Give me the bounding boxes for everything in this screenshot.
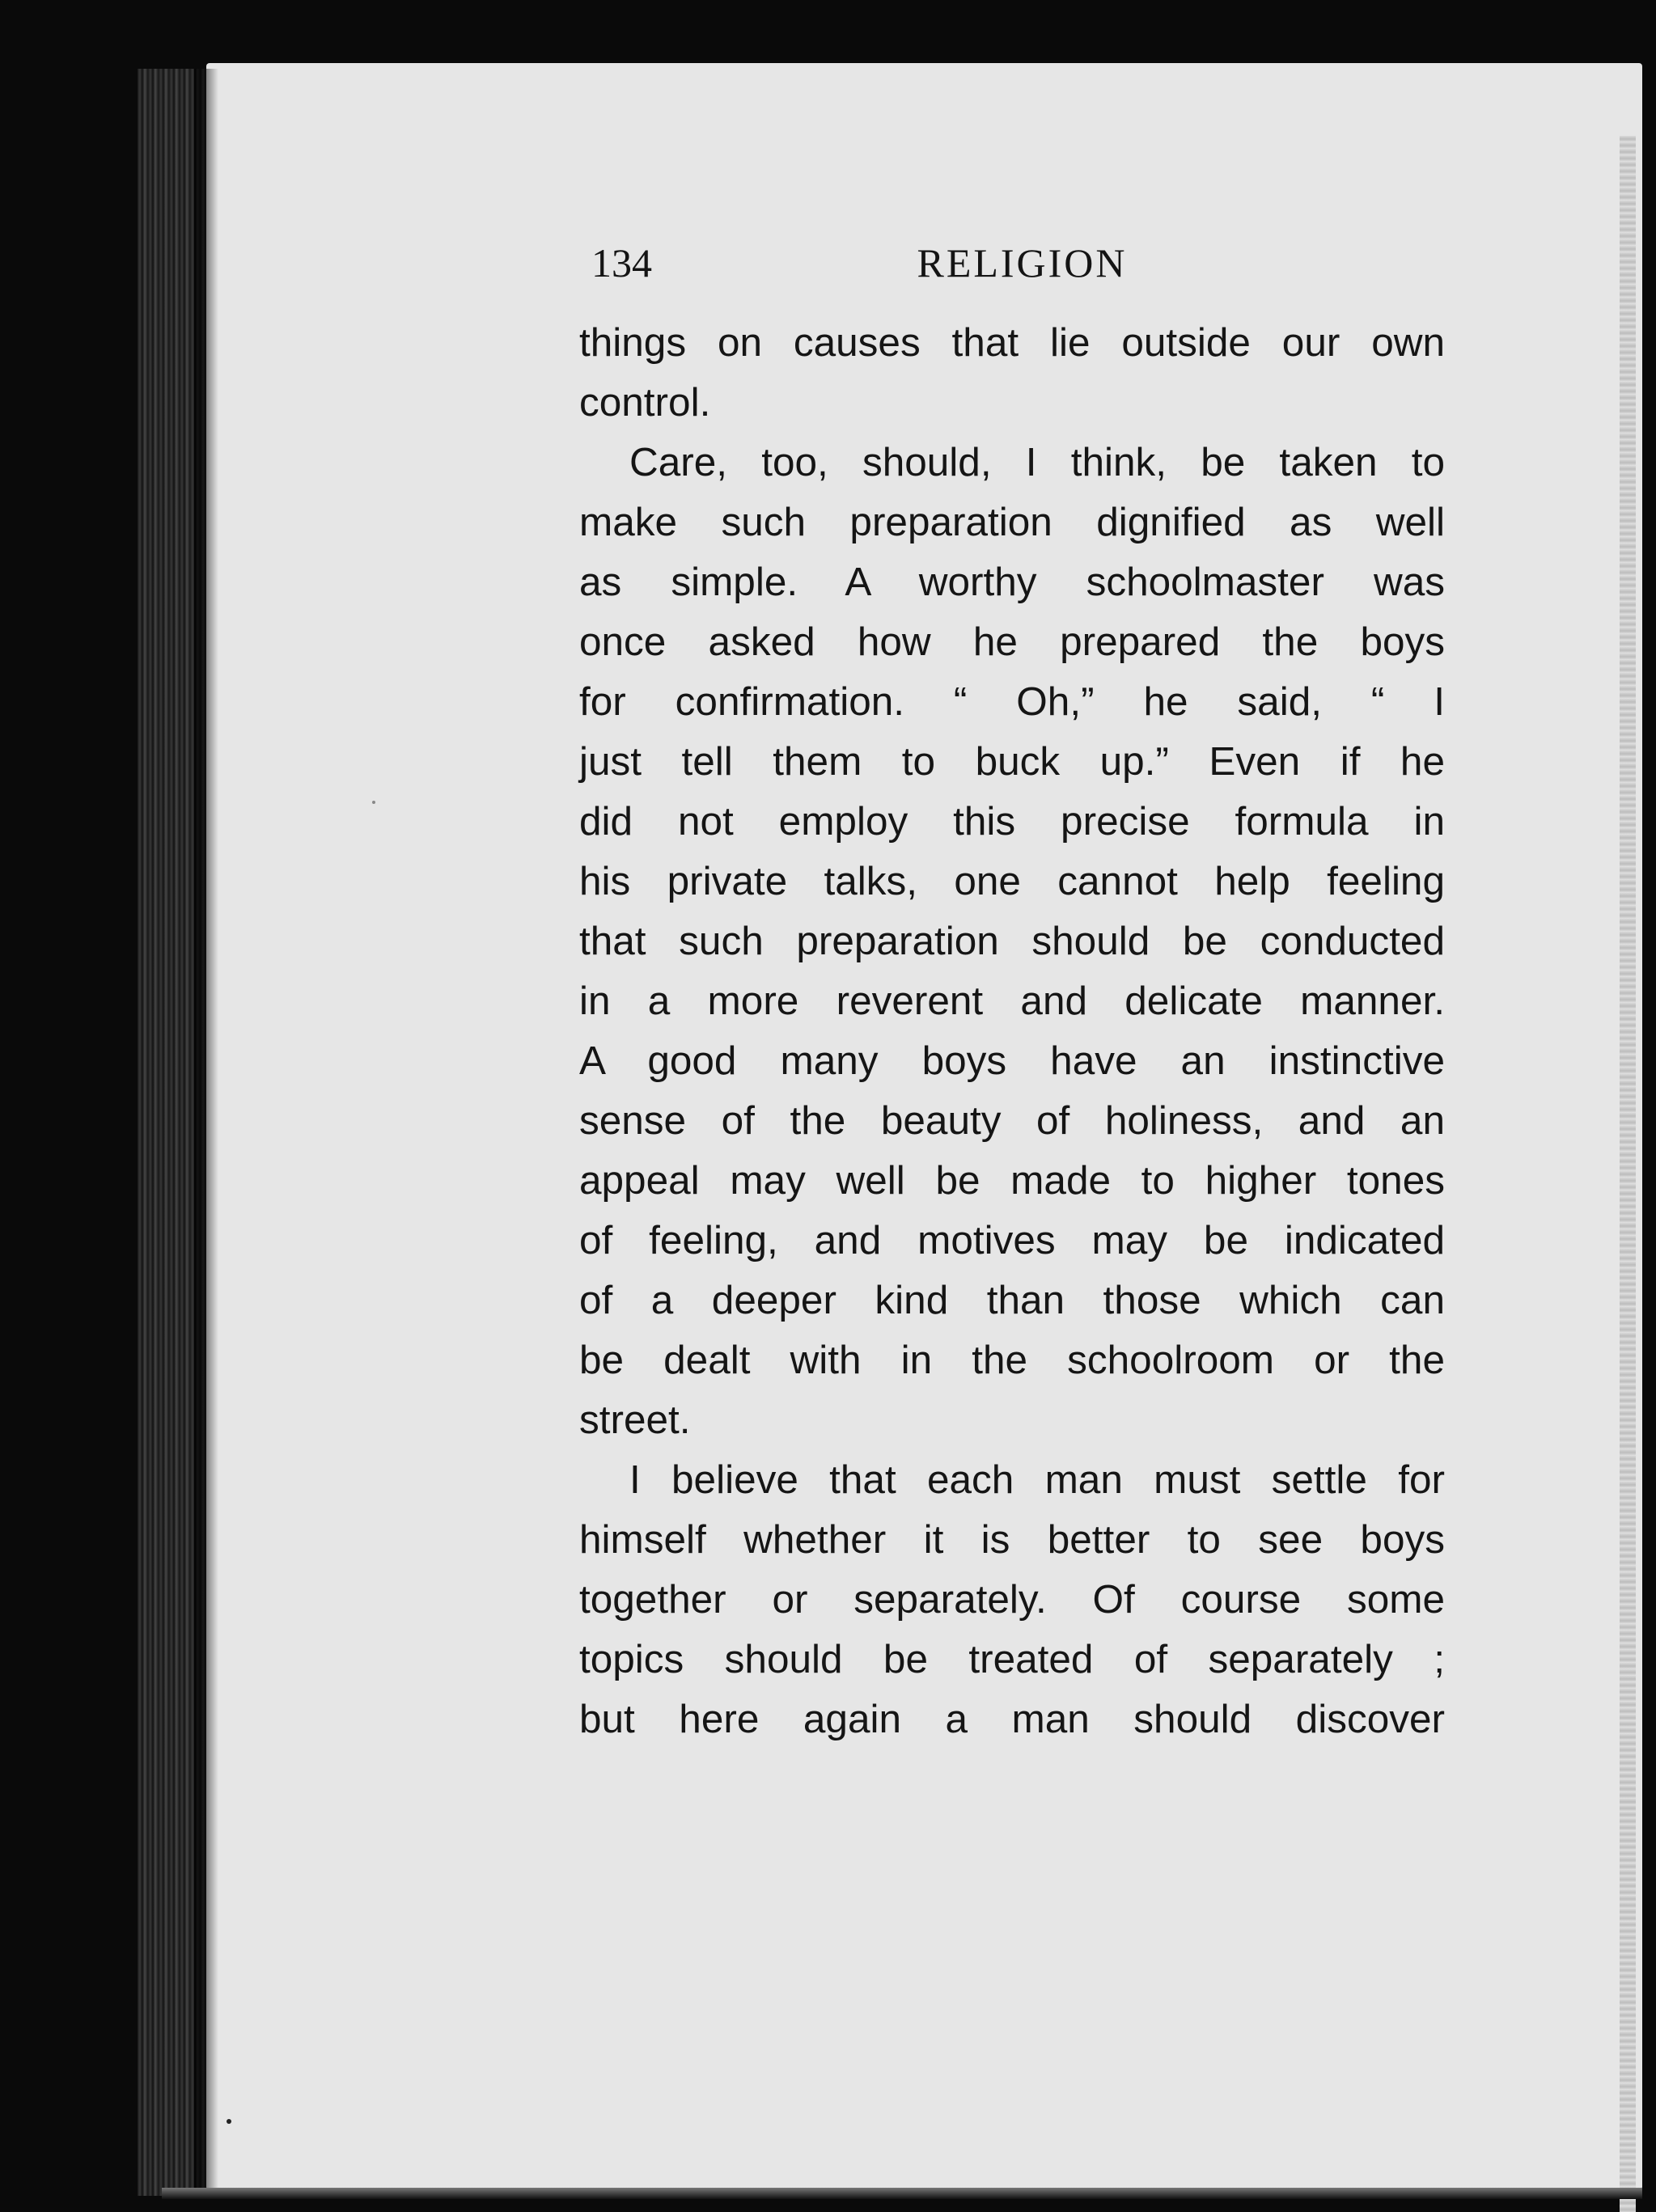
page-header	[591, 235, 1453, 291]
text-line: together or separately. Of course some	[579, 1577, 1445, 1622]
text-line: his private talks, one cannot help feeling	[579, 859, 1445, 903]
binding-shadow	[194, 69, 218, 2196]
text-line: did not employ this precise formula in	[579, 799, 1445, 844]
ink-speck	[227, 2119, 231, 2124]
text-line: of feeling, and motives may be indicated	[579, 1218, 1445, 1262]
text-line: in a more reverent and delicate manner.	[579, 979, 1445, 1023]
text-line: as simple. A worthy schoolmaster was	[579, 560, 1445, 604]
page-edge	[1620, 136, 1636, 2212]
text-line: that such preparation should be conducted	[579, 919, 1445, 963]
text-line: himself whether it is better to see boys	[579, 1517, 1445, 1562]
text-line: just tell them to buck up.” Even if he	[579, 739, 1445, 784]
text-line: make such preparation dignified as well	[579, 500, 1445, 544]
text-line: street.	[579, 1398, 691, 1442]
text-line: appeal may well be made to higher tones	[579, 1158, 1445, 1203]
text-line: once asked how he prepared the boys	[579, 620, 1445, 664]
text-line: of a deeper kind than those which can	[579, 1278, 1445, 1322]
text-line: for confirmation. “ Oh,” he said, “ I	[579, 679, 1445, 724]
text-line: topics should be treated of separately ;	[579, 1637, 1445, 1681]
text-line: things on causes that lie outside our own	[579, 320, 1445, 365]
text-line: be dealt with in the schoolroom or the	[579, 1338, 1445, 1382]
ink-speck	[372, 801, 375, 804]
body-text	[579, 313, 1445, 1749]
text-line: but here again a man should discover	[579, 1697, 1445, 1741]
running-head: RELIGION	[917, 240, 1128, 285]
page-number: 134	[591, 240, 652, 285]
page-bottom-edge	[162, 2188, 1642, 2199]
text-line: Care, too, should, I think, be taken to	[629, 440, 1445, 484]
text-line: control.	[579, 380, 711, 425]
text-line: sense of the beauty of holiness, and an	[579, 1098, 1445, 1143]
text-line: I believe that each man must settle for	[629, 1457, 1445, 1502]
text-line: A good many boys have an instinctive	[579, 1038, 1445, 1083]
